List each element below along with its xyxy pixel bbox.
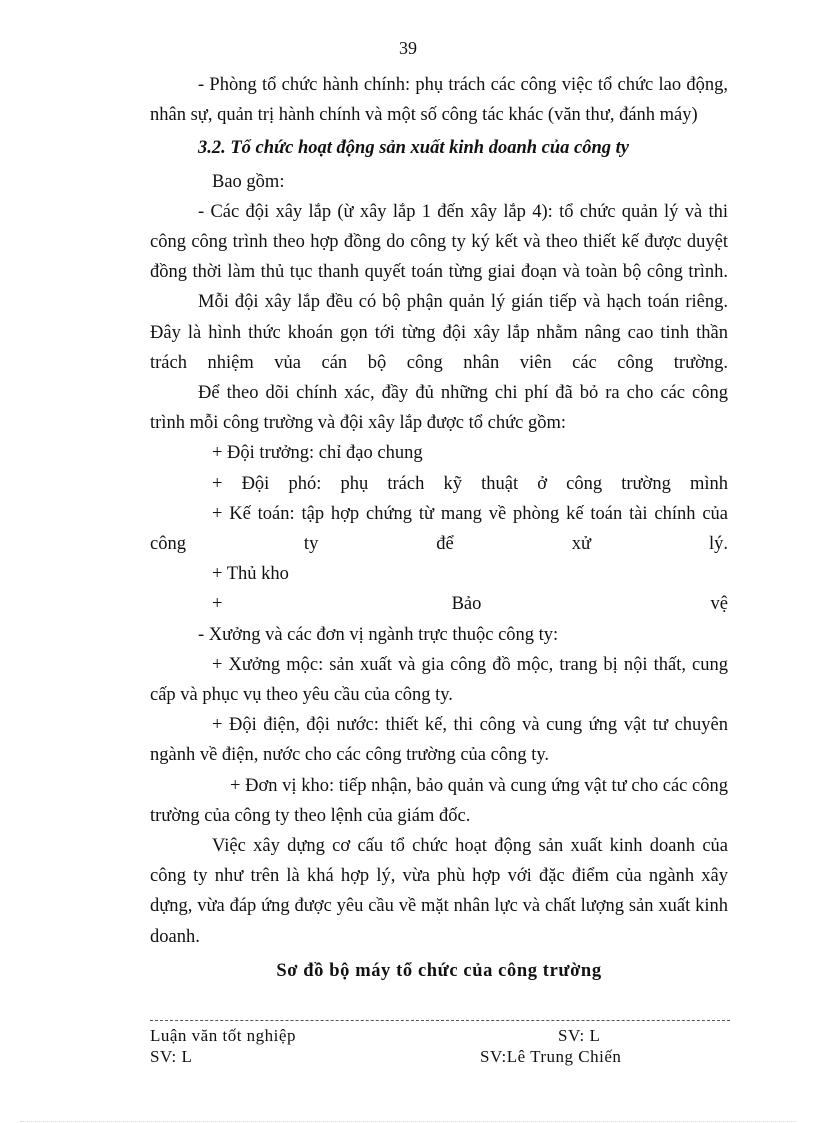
page-bottom-border <box>20 1121 796 1122</box>
footer-divider <box>150 1020 730 1021</box>
list-item-doi-pho: + Đội phó: phụ trách kỹ thuật ở công trường mình <box>212 473 728 494</box>
paragraph-moi-doi: Mỗi đội xây lắp đều có bộ phận quản lý gián tiếp và hạch toán riêng. Đây là hình thức khoán gọn tới từng đội xây lắp nhằm nâng cao tinh thần trách nhiệm vủa cán bộ công nhân viên các công trường. <box>150 292 728 373</box>
list-item-thu-kho: + Thủ kho <box>212 564 289 585</box>
diagram-title: Sơ đồ bộ máy tổ chức của công trường <box>276 960 602 981</box>
page-number: 39 <box>399 38 417 58</box>
paragraph-de-theo-doi: Để theo dõi chính xác, đầy đủ những chi phí đã bỏ ra cho các công trình mỗi công trường và đội xây lắp được tổ chức gồm: <box>150 383 728 434</box>
list-item-doi-truong: + Đội trưởng: chỉ đạo chung <box>212 443 423 464</box>
list-item-xuong-moc: + Xưởng mộc: sản xuất và gia công đồ mộc, trang bị nội thất, cung cấp và phục vụ theo yêu cầu của công ty. <box>150 654 728 706</box>
paragraph-doi-xay-lap: - Các đội xây lắp (ừ xây lắp 1 đến xây lắp 4): tổ chức quản lý và thi công công trình theo hợp đồng do công ty ký kết và theo thiết kế được duyệt đồng thời làm thủ tục thanh quyết toán từng giai đoạn và toàn bộ công trình. <box>150 201 728 283</box>
list-item-bao-ve: + Bảo vệ <box>212 594 728 615</box>
paragraph-xuong: - Xưởng và các đơn vị ngành trực thuộc công ty: <box>198 624 559 645</box>
page-body <box>150 70 728 1005</box>
list-item-don-vi-kho: + Đơn vị kho: tiếp nhận, bảo quản và cung ứng vật tư cho các công trường của công ty theo lệnh của giám đốc. <box>150 775 728 826</box>
paragraph-phong-to-chuc: - Phòng tổ chức hành chính: phụ trách các công việc tổ chức lao động, nhân sự, quản trị hành chính và một số công tác khác (văn thư, đánh máy) <box>150 75 728 126</box>
section-heading: 3.2. Tổ chức hoạt động sản xuất kinh doanh của công ty <box>198 138 630 159</box>
footer-thesis-label: Luận văn tốt nghiệp <box>150 1026 296 1045</box>
paragraph-bao-gom: Bao gồm: <box>212 171 285 192</box>
footer-author: SV:Lê Trung Chiến <box>480 1047 622 1066</box>
list-item-doi-dien: + Đội điện, đội nước: thiết kế, thi công và cung ứng vật tư chuyên ngành về điện, nước cho các công trường của công ty. <box>150 715 728 766</box>
footer-student-right: SV: L <box>558 1026 601 1045</box>
list-item-ke-toan: + Kế toán: tập hợp chứng từ mang về phòng kế toán tài chính của công ty để xử lý. <box>150 503 728 555</box>
paragraph-viec-xay-dung: Việc xây dựng cơ cấu tổ chức hoạt động sản xuất kinh doanh của công ty như trên là khá hợp lý, vừa phù hợp với đặc điểm của ngành xây dựng, vừa đáp ứng được yêu cầu về mặt nhân lực và chất lượng sản xuất kinh doanh. <box>150 836 728 947</box>
footer-student-left: SV: L <box>150 1047 193 1066</box>
